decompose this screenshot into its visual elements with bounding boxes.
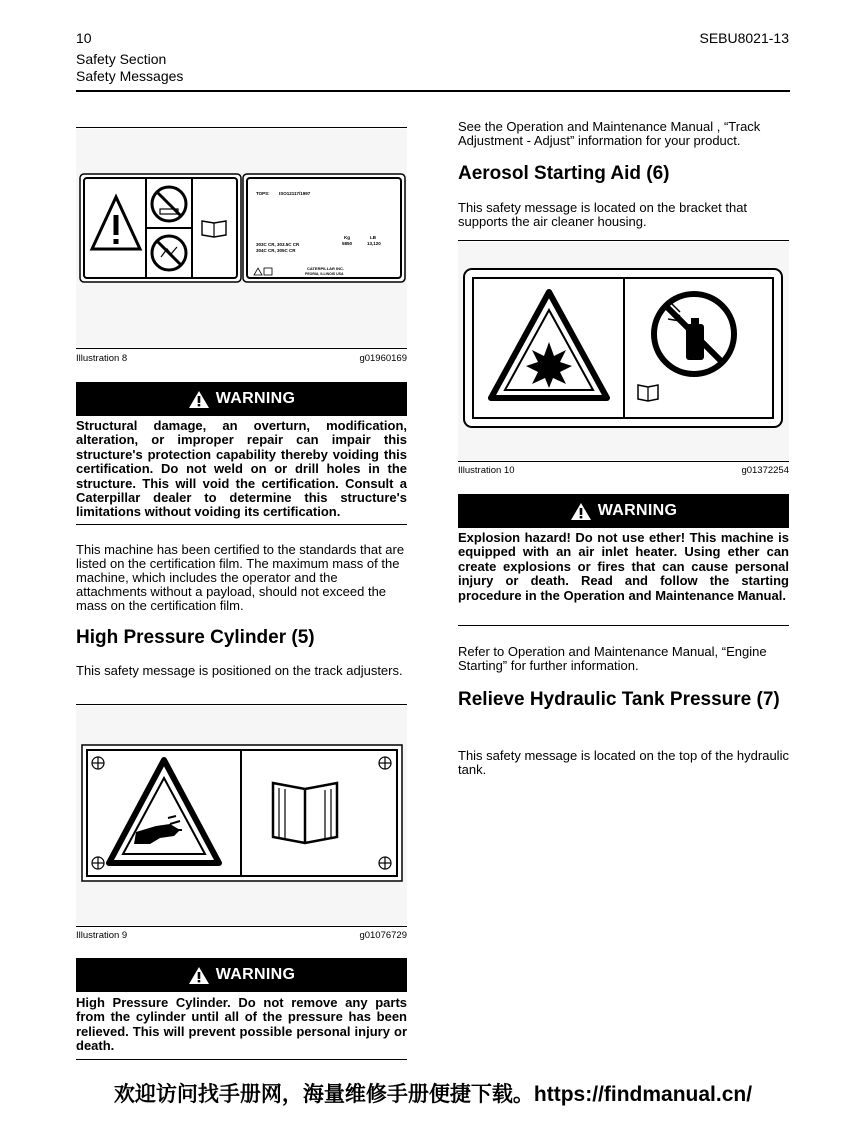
- figure-10-bottom-rule: [458, 461, 789, 462]
- warning-bar-1: [76, 382, 407, 416]
- warning-triangle-icon: [570, 502, 592, 521]
- kg-value: 5850: [342, 241, 353, 246]
- relieve-paragraph: This safety message is located on the top of the hydraulic tank.: [458, 748, 789, 777]
- document-id: SEBU8021-13: [699, 30, 789, 46]
- warning-label-3: WARNING: [597, 502, 678, 519]
- footer-banner: 欢迎访问找手册网，海量维修手册便捷下载。https://findmanual.cn/: [113, 1083, 753, 1106]
- illustration-8-caption: Illustration 8: [76, 353, 128, 364]
- heading-high-pressure-cylinder: High Pressure Cylinder (5): [76, 627, 315, 648]
- subsection-title: Safety Messages: [76, 68, 184, 84]
- lb-value: 13,120: [367, 241, 381, 246]
- tops-label: TOPS:: [256, 191, 270, 196]
- figure-8-top-rule: [76, 127, 407, 128]
- figure-9-top-rule: [76, 704, 407, 705]
- warning-label-1: WARNING: [215, 390, 296, 407]
- header-rule: [76, 90, 790, 92]
- illustration-10-caption: Illustration 10: [458, 465, 515, 476]
- models-line-1: 303C CR, 303.5C CR: [256, 242, 300, 247]
- warning-label-2: WARNING: [215, 966, 296, 983]
- warning-3-rule: [458, 625, 789, 626]
- models-line-2: 304C CR, 305C CR: [256, 248, 296, 253]
- illustration-9: [76, 706, 407, 925]
- warning-triangle-icon: [188, 390, 210, 409]
- heading-aerosol-starting-aid: Aerosol Starting Aid (6): [458, 163, 670, 184]
- kg-label: Kg: [344, 235, 350, 240]
- warning-text-3: Explosion hazard! Do not use ether! This machine is equipped with an air inlet heater. Using ether can create explosions or fires that can cause personal injury or death. Read and follow the starting procedure in the Operation and Maintenance Manual.: [458, 530, 789, 603]
- warning-triangle-icon: [188, 966, 210, 985]
- illustration-10-ref: g01372254: [741, 465, 789, 476]
- warning-bar-2: [76, 958, 407, 992]
- page-number: 10: [76, 30, 92, 46]
- high-pressure-cylinder-paragraph: This safety message is positioned on the track adjusters.: [76, 663, 403, 678]
- warning-text-1: Structural damage, an overturn, modification, alteration, or improper repair can impair this structure's protection capability thereby voiding this certification. Do not weld on or drill holes in the structure. This will void the certification. Consult a Caterpillar dealer to determine this structure's limitations without voiding its certification.: [76, 418, 407, 520]
- illustration-9-caption: Illustration 9: [76, 930, 128, 941]
- heading-relieve-hydraulic-tank-pressure: Relieve Hydraulic Tank Pressure (7): [458, 689, 780, 710]
- illustration-9-ref: g01076729: [359, 930, 407, 941]
- maker-line-2: PEORIA, ILLINOIS USA: [305, 272, 344, 276]
- tops-standard: ISO12117/1997: [279, 191, 311, 196]
- figure-9-bottom-rule: [76, 926, 407, 927]
- track-adjustment-paragraph: See the Operation and Maintenance Manual , “Track Adjustment - Adjust” information for your product.: [458, 119, 761, 148]
- warning-bar-3: [458, 494, 789, 528]
- maker-line-1: CATERPILLAR INC.: [307, 266, 345, 271]
- lb-label: LB: [370, 235, 376, 240]
- warning-2-rule: [76, 1059, 407, 1060]
- figure-10-top-rule: [458, 240, 789, 241]
- illustration-10: [458, 242, 789, 460]
- warning-text-2: High Pressure Cylinder. Do not remove any parts from the cylinder until all of the pressure has been relieved. This will prevent possible personal injury or death.: [76, 995, 407, 1054]
- aerosol-paragraph: This safety message is located on the bracket that supports the air cleaner housing.: [458, 200, 748, 229]
- engine-starting-paragraph: Refer to Operation and Maintenance Manual, “Engine Starting” for further information.: [458, 644, 767, 673]
- certification-paragraph: This machine has been certified to the standards that are listed on the certification film. The maximum mass of the machine, which includes the operator and the attachments without a payload, should not exceed the mass on the certification film.: [76, 542, 405, 613]
- warning-1-rule: [76, 524, 407, 525]
- figure-8-bottom-rule: [76, 348, 407, 349]
- illustration-8-ref: g01960169: [359, 353, 407, 364]
- illustration-8: [76, 129, 407, 347]
- section-title: Safety Section: [76, 51, 167, 67]
